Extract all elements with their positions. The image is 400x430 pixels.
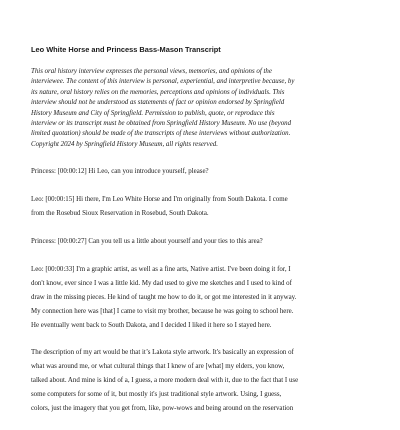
disclaimer-line: History Museum and City of Springfield. Permission to publish, quote, or reproduce this xyxy=(31,109,275,117)
disclaimer-line: Copyright 2024 by Springfield History Museum, all rights reserved. xyxy=(31,140,218,148)
transcript-line: The description of my art would be that it’s Lakota style artwork. It's basically an expression of xyxy=(31,349,294,357)
transcript-line: talked about. And mine is kind of a, I guess, a more modern deal with it, due to the fact that I use xyxy=(31,377,299,385)
transcript-line: don't know, ever since I was a little kid. My dad used to give me sketches and I used to kind of xyxy=(31,279,292,287)
disclaimer-line: its nature, oral history relies on the memories, perceptions and opinions of individuals. This xyxy=(31,88,285,96)
transcript-line: draw in the missing pieces. He kind of taught me how to do it, or got me interested in it anyway. xyxy=(31,293,297,301)
disclaimer-line: interview should not be understood as statements of fact or opinion endorsed by Springfield xyxy=(31,99,285,107)
transcript-line: what was around me, or what cultural things that I knew of are [what] my elders, you know, xyxy=(31,363,285,371)
transcript-line: some computers for some of it, but mostly it's just traditional style artwork. Using, I guess, xyxy=(31,391,282,399)
disclaimer-line: interviewee. The content of this interview is personal, experiential, and interpretive because, by xyxy=(31,78,295,86)
transcript-line: He eventually went back to South Dakota, and I decided I liked it here so I stayed here. xyxy=(31,321,272,329)
document-content xyxy=(31,45,373,430)
transcript-paragraph-art-description xyxy=(31,346,373,416)
transcript-paragraph-leo-background xyxy=(31,263,373,333)
transcript-line: from the Rosebud Sioux Reservation in Rosebud, South Dakota. xyxy=(31,210,209,218)
transcript-line: Princess: [00:00:12] Hi Leo, can you introduce yourself, please? xyxy=(31,168,209,176)
transcript-line: Leo: [00:00:15] Hi there, I'm Leo White Horse and I'm originally from South Dakota. I come xyxy=(31,196,288,204)
disclaimer-line: limited quotation) should be made of the transcripts of these interviews without authorization. xyxy=(31,130,291,138)
copyright-disclaimer xyxy=(31,67,373,150)
transcript-paragraph-princess-intro xyxy=(31,165,373,179)
transcript-line: My connection here was [that] I came to visit my brother, because he was going to school here. xyxy=(31,307,294,315)
disclaimer-line: This oral history interview expresses the personal views, memories, and opinions of the xyxy=(31,68,272,75)
transcript-paragraph-princess-question xyxy=(31,235,373,249)
transcript-line: Leo: [00:00:33] I'm a graphic artist, as well as a fine arts, Native artist. I've been doing it for, I xyxy=(31,265,291,273)
transcript-paragraph-leo-intro xyxy=(31,193,373,221)
disclaimer-line: interview or its transcript must be obtained from Springfield History Museum. No use (beyond xyxy=(31,120,292,128)
document-title: Leo White Horse and Princess Bass-Mason Transcript xyxy=(31,45,221,54)
transcript-line: Princess: [00:00:27] Can you tell us a little about yourself and your ties to this area? xyxy=(31,237,263,245)
transcript-line: colors, just the imagery that you get from, like, pow-wows and being around on the reservation xyxy=(31,405,294,413)
